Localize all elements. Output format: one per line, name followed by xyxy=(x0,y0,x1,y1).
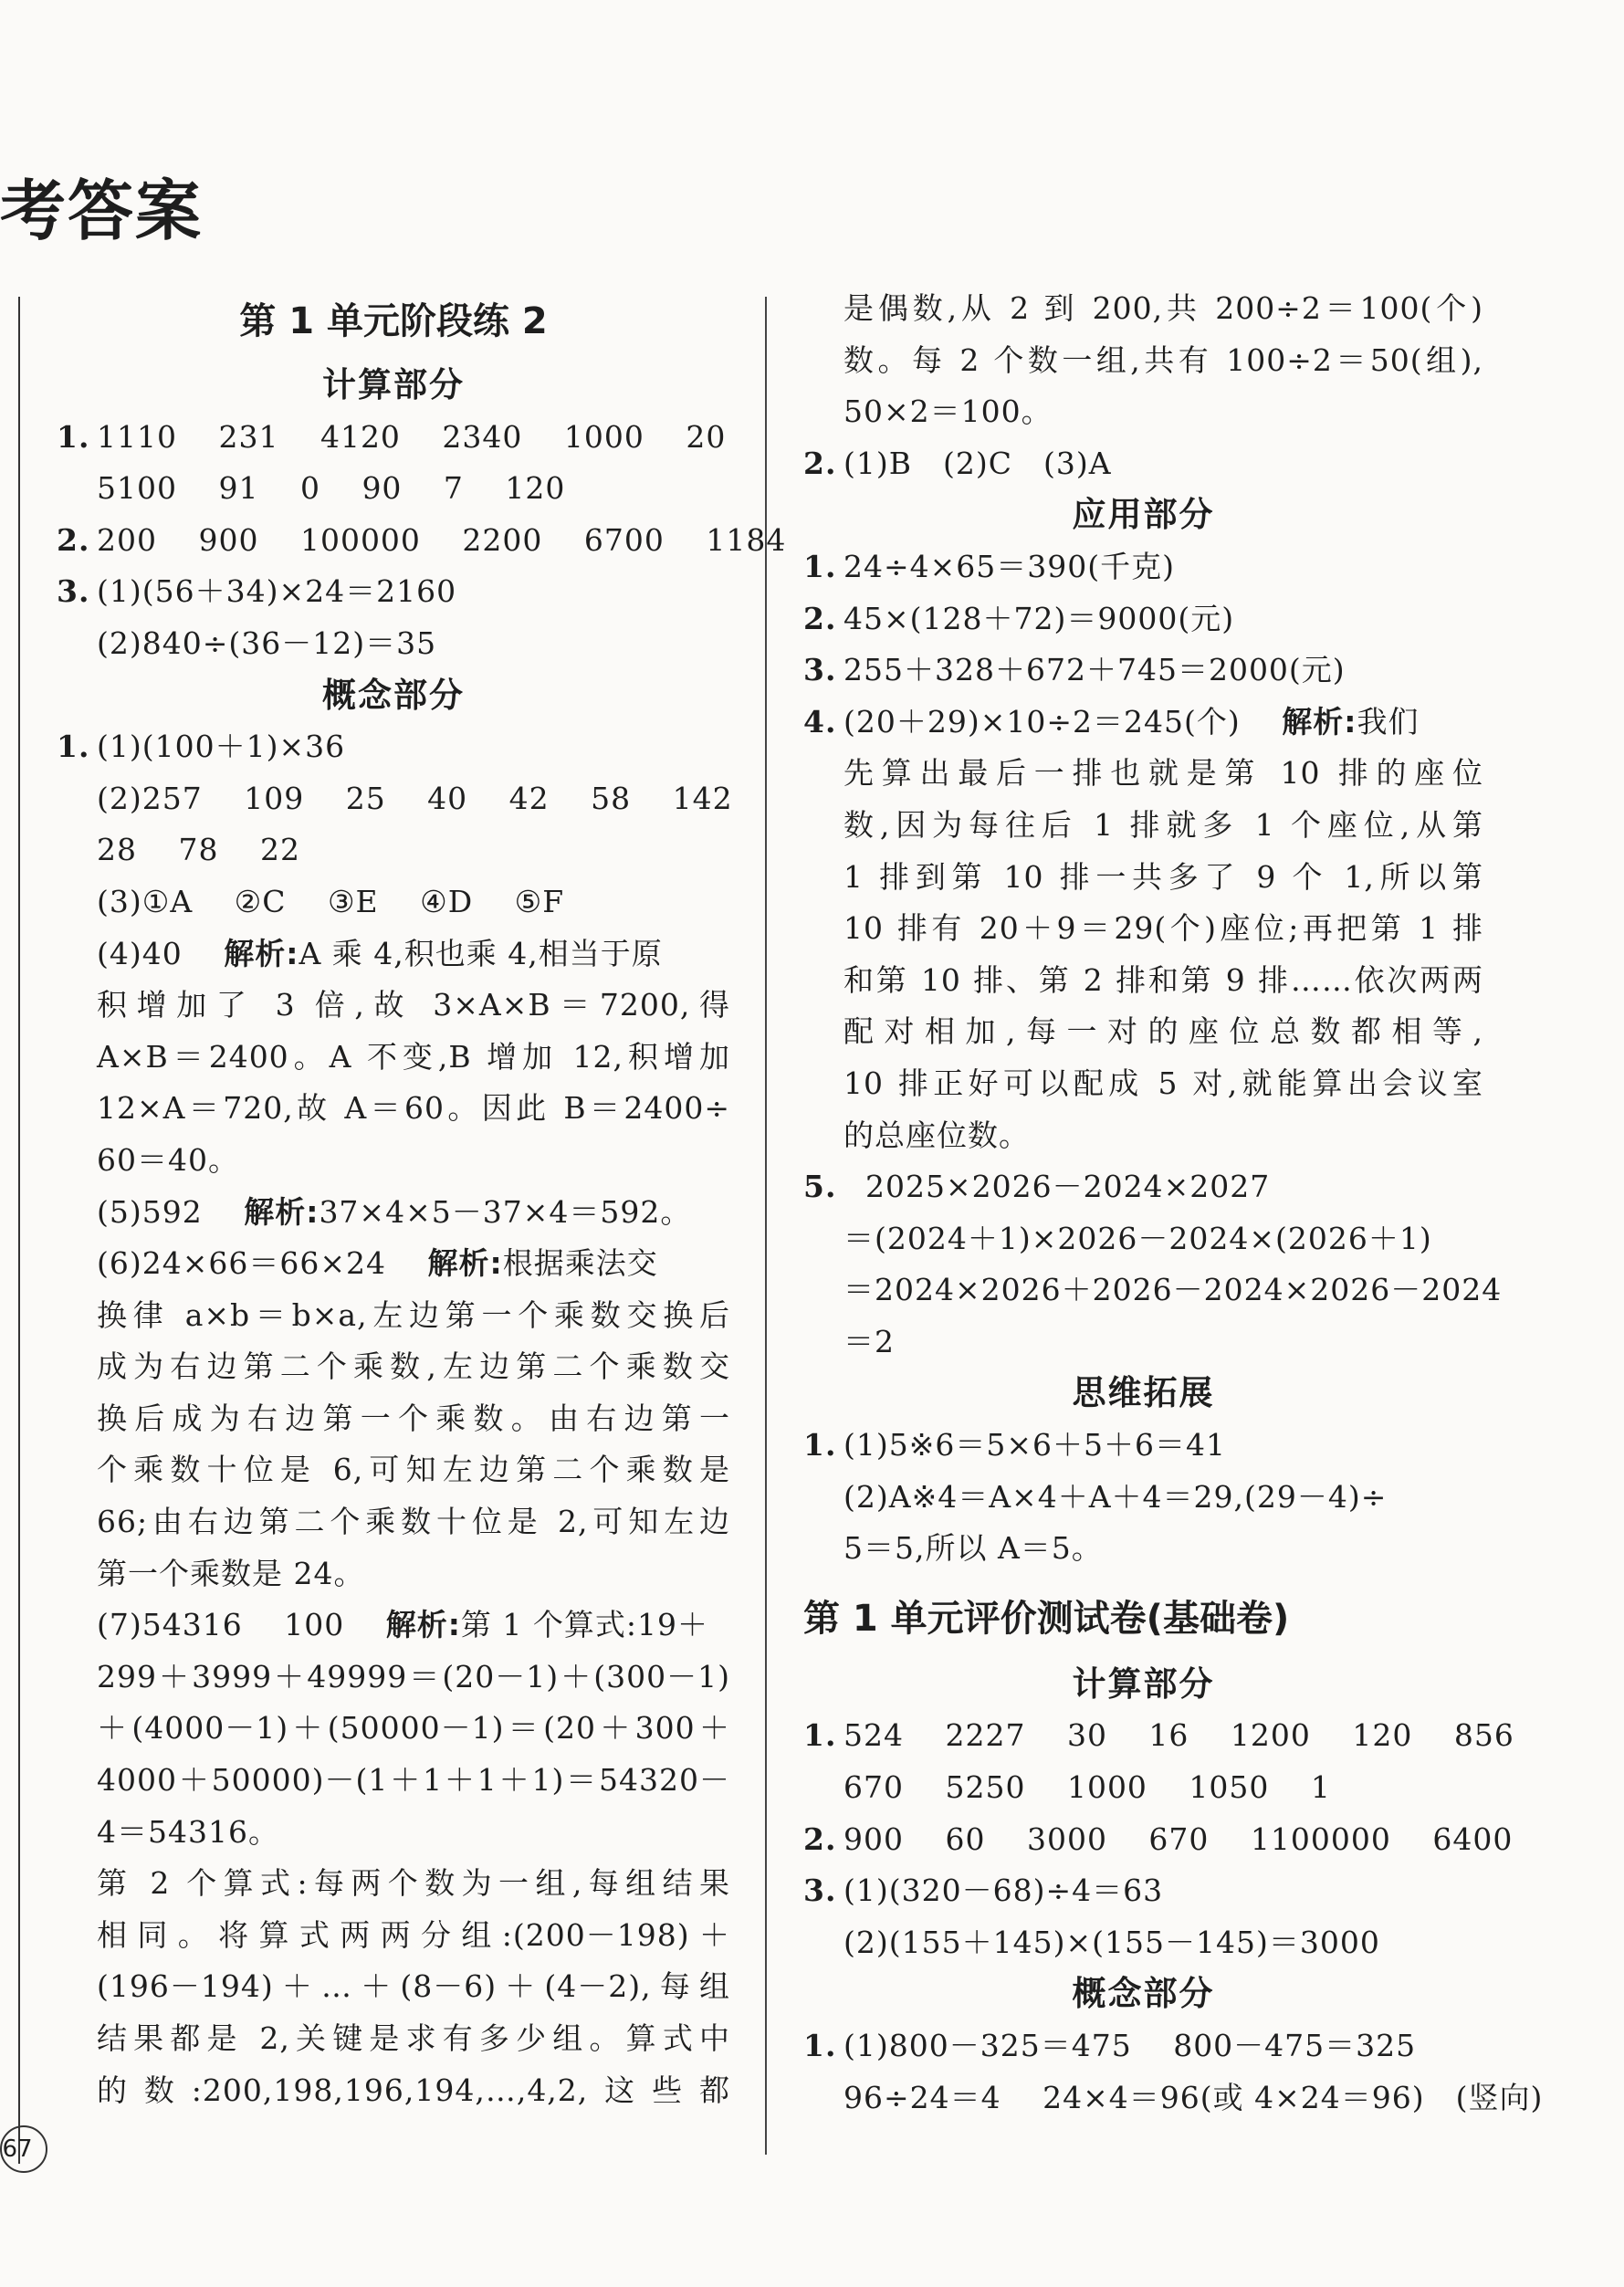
answer-line: 的数:200,198,196,194,…,4,2,这些都 xyxy=(97,2072,730,2108)
answer-line: ＝2024×2026＋2026－2024×2026－2024 xyxy=(843,1272,1503,1308)
answer-line: 先算出最后一排也就是第 10 排的座位 xyxy=(843,755,1483,792)
answer-line: 的总座位数。 xyxy=(843,1117,1030,1153)
answer-line: 50×2＝100。 xyxy=(843,393,1053,430)
answer-line: (2)840÷(36－12)＝35 xyxy=(97,624,437,661)
calc-heading: 计算部分 xyxy=(1072,1663,1215,1704)
application-heading: 应用部分 xyxy=(1072,495,1215,535)
answer-line: 换后成为右边第一个乘数。由右边第一 xyxy=(97,1400,730,1436)
answer-line: 4. (20＋29)×10÷2＝245(个) 解析:我们 xyxy=(803,697,1483,749)
answer-line: 10 排正好可以配成 5 对,就能算出会议室 xyxy=(843,1065,1483,1101)
answer-line: 1. (1)5※6＝5×6＋5＋6＝41 xyxy=(803,1420,1483,1472)
question-number: 2. xyxy=(57,521,90,558)
question-number: 1. xyxy=(803,2028,837,2063)
analysis-label: 解析: xyxy=(385,1607,461,1643)
answer-line: 第 2 个算式:每两个数为一组,每组结果 xyxy=(97,1865,730,1902)
question-number: 2. xyxy=(803,445,837,481)
answer-line: 第一个乘数是 24。 xyxy=(97,1555,365,1591)
answer-line: 是偶数,从 2 到 200,共 200÷2＝100(个) xyxy=(843,290,1483,326)
section-title: 第 1 单元阶段练 2 xyxy=(239,300,548,342)
answer-line: (2)(155＋145)×(155－145)＝3000 xyxy=(843,1924,1380,1960)
answer-line: (7)54316 100 解析:第 1 个算式:19＋ xyxy=(97,1607,708,1643)
question-number: 1. xyxy=(803,548,837,584)
question-number: 3. xyxy=(803,652,837,688)
answer-line: 成为右边第二个乘数,左边第二个乘数交 xyxy=(97,1348,730,1385)
answer-line: ＝2 xyxy=(843,1323,895,1359)
answer-line: ＝(2024＋1)×2026－2024×(2026＋1) xyxy=(843,1220,1432,1256)
answer-line: 2. 900 60 3000 670 1100000 6400 xyxy=(803,1814,1483,1866)
side-rule xyxy=(18,297,20,2164)
answer-line: (4)40 解析:A 乘 4,积也乘 4,相当于原 xyxy=(97,935,663,971)
answer-line: 相同。将算式两两分组:(200－198)＋ xyxy=(97,1916,730,1953)
answer-line: 结果都是 2,关键是求有多少组。算式中 xyxy=(97,2020,730,2056)
answer-line: 1. (1)(100＋1)×36 xyxy=(57,721,730,773)
answer-line: (5)592 解析:37×4×5－37×4＝592。 xyxy=(97,1193,692,1230)
analysis-label: 解析: xyxy=(427,1245,503,1282)
answer-line: 670 5250 1000 1050 1 xyxy=(843,1769,1331,1806)
left-column xyxy=(57,292,787,2116)
question-number: 1. xyxy=(803,1717,837,1754)
thinking-heading: 思维拓展 xyxy=(1072,1373,1215,1413)
answer-line: (3)①A ②C ③E ④D ⑤F xyxy=(97,883,565,919)
answer-line: (2)257 109 25 40 42 58 142 xyxy=(97,780,733,816)
answer-line: 3. (1)(320－68)÷4＝63 xyxy=(803,1865,1483,1917)
page-number: 67 xyxy=(0,2125,47,2173)
answer-line: 96÷24＝4 24×4＝96(或 4×24＝96) (竖向) xyxy=(843,2079,1544,2115)
answer-line: 4000＋50000)－(1＋1＋1＋1)＝54320－ xyxy=(97,1762,730,1799)
answer-line: 3. 255＋328＋672＋745＝2000(元) xyxy=(803,645,1483,697)
answer-line: 数,因为每往后 1 排就多 1 个座位,从第 xyxy=(843,806,1483,843)
answer-line: 1. 524 2227 30 16 1200 120 856 xyxy=(803,1710,1483,1762)
answer-line: 配对相加,每一对的座位总数都相等, xyxy=(843,1013,1483,1050)
answer-line: 1. 1110 231 4120 2340 1000 20 xyxy=(57,412,730,464)
answer-line: 299＋3999＋49999＝(20－1)＋(300－1) xyxy=(97,1658,730,1694)
answer-line: 5＝5,所以 A＝5。 xyxy=(843,1530,1103,1567)
answer-line: 个乘数十位是 6,可知左边第二个乘数是 xyxy=(97,1452,730,1488)
answer-line: 66;由右边第二个乘数十位是 2,可知左边 xyxy=(97,1504,730,1540)
analysis-label: 解析: xyxy=(224,935,299,971)
question-number: 3. xyxy=(803,1873,837,1909)
answer-line: 1. (1)800－325＝475 800－475＝325 xyxy=(803,2020,1483,2072)
analysis-label: 解析: xyxy=(1282,703,1357,740)
answer-line: (6)24×66＝66×24 解析:根据乘法交 xyxy=(97,1245,658,1282)
answer-line: 12×A＝720,故 A＝60。因此 B＝2400÷ xyxy=(97,1090,730,1127)
answer-line: 1 排到第 10 排一共多了 9 个 1,所以第 xyxy=(843,858,1483,895)
question-number: 1. xyxy=(57,418,90,455)
answer-line: 积增加了 3 倍,故 3×A×B＝7200,得 xyxy=(97,987,730,1023)
answer-line: 3. (1)(56＋34)×24＝2160 xyxy=(57,566,730,618)
question-number: 1. xyxy=(803,1427,837,1463)
question-number: 5. xyxy=(803,1169,837,1205)
answer-line: 28 78 22 xyxy=(97,832,300,868)
answer-line: A×B＝2400。A 不变,B 增加 12,积增加 xyxy=(97,1038,730,1075)
question-number: 3. xyxy=(57,573,90,610)
test-title: 第 1 单元评价测试卷(基础卷) xyxy=(803,1597,1290,1640)
answer-line: 4＝54316。 xyxy=(97,1813,279,1850)
calc-heading: 计算部分 xyxy=(322,365,465,404)
question-number: 1. xyxy=(57,729,90,765)
answer-line: 数。每 2 个数一组,共有 100÷2＝50(组), xyxy=(843,341,1483,378)
page-header: 考答案 xyxy=(0,173,204,249)
answer-line: 2. 200 900 100000 2200 6700 1184 xyxy=(57,515,730,567)
answer-line: 2. 45×(128＋72)＝9000(元) xyxy=(803,593,1483,645)
question-number: 2. xyxy=(803,600,837,636)
question-number: 4. xyxy=(803,703,837,740)
answer-line: 和第 10 排、第 2 排和第 9 排……依次两两 xyxy=(843,961,1483,998)
answer-line: 5. 2025×2026－2024×2027 xyxy=(803,1161,1483,1213)
answer-line: (2)A※4＝A×4＋A＋4＝29,(29－4)÷ xyxy=(843,1478,1388,1515)
question-number: 2. xyxy=(803,1820,837,1857)
right-column xyxy=(803,283,1544,2124)
answer-line: 60＝40。 xyxy=(97,1141,239,1178)
answer-line: ＋(4000－1)＋(50000－1)＝(20＋300＋ xyxy=(97,1710,730,1747)
answer-line: (196－194)＋…＋(8－6)＋(4－2),每组 xyxy=(97,1968,730,2005)
answer-line: 5100 91 0 90 7 120 xyxy=(97,470,566,507)
analysis-label: 解析: xyxy=(244,1193,320,1230)
answer-line: 换律 a×b＝b×a,左边第一个乘数交换后 xyxy=(97,1296,730,1333)
answer-line: 2. (1)B (2)C (3)A xyxy=(803,438,1483,490)
answer-line: 10 排有 20＋9＝29(个)座位;再把第 1 排 xyxy=(843,910,1483,947)
concept-heading: 概念部分 xyxy=(1072,1974,1215,2014)
concept-heading: 概念部分 xyxy=(322,675,465,715)
answer-line: 1. 24÷4×65＝390(千克) xyxy=(803,541,1483,593)
column-divider xyxy=(765,297,767,2155)
